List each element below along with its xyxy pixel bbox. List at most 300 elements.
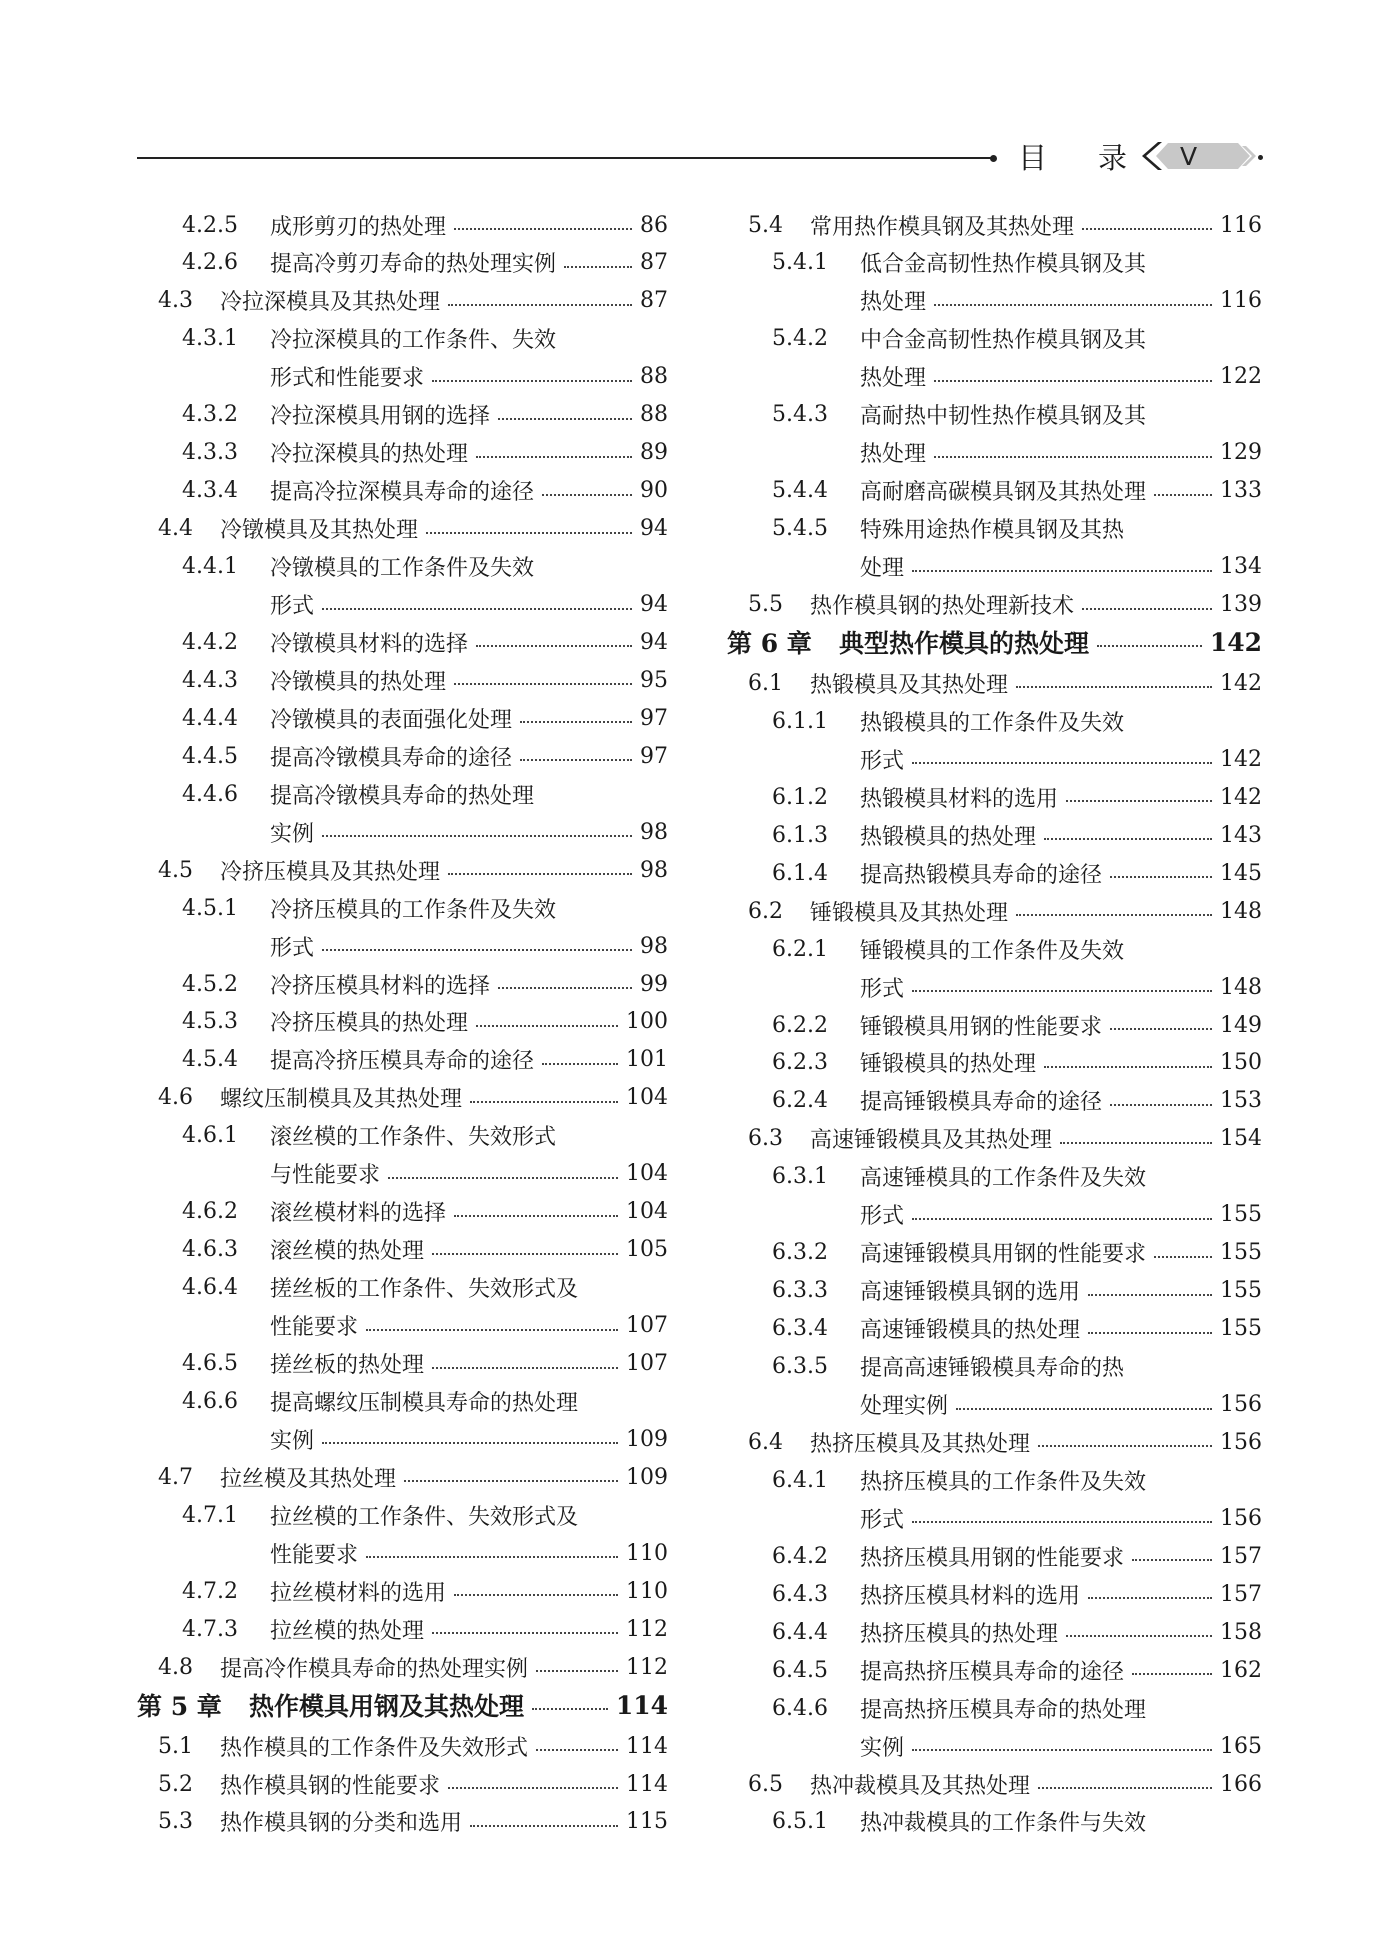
toc-dot-leader xyxy=(912,1521,1212,1523)
toc-entry-page: 114 xyxy=(615,1690,668,1720)
toc-entry-page: 87 xyxy=(640,250,668,276)
header-rule-dot xyxy=(990,155,997,162)
toc-entry xyxy=(772,1461,1262,1499)
toc-entry-title: 滚丝模的工作条件、失效形式 xyxy=(270,1125,557,1151)
toc-entry xyxy=(748,1765,1262,1803)
toc-entry xyxy=(772,320,1262,358)
toc-dot-leader xyxy=(536,1670,618,1672)
toc-entry xyxy=(772,510,1262,548)
toc-dot-leader xyxy=(1088,1294,1212,1296)
toc-entry-page: 100 xyxy=(626,1009,668,1035)
toc-dot-leader xyxy=(432,1253,618,1255)
toc-entry-page: 112 xyxy=(626,1654,668,1680)
toc-entry-number: 6.2.2 xyxy=(772,1012,828,1038)
toc-dot-leader xyxy=(1082,228,1212,230)
toc-dot-leader xyxy=(498,987,632,989)
toc-entry-title: 提高冷镦模具寿命的热处理 xyxy=(270,783,535,809)
toc-entry xyxy=(182,358,668,396)
toc-entry-page: 86 xyxy=(640,212,668,238)
toc-dot-leader xyxy=(912,570,1212,572)
toc-entry-page: 87 xyxy=(640,288,668,314)
toc-entry-number: 6.1 xyxy=(748,670,783,696)
toc-entry xyxy=(182,1155,668,1193)
toc-entry-number: 6.4.6 xyxy=(772,1695,828,1721)
toc-entry xyxy=(182,548,668,586)
toc-entry-title: 形式和性能要求 xyxy=(270,366,425,392)
toc-entry xyxy=(772,854,1262,892)
toc-entry-number: 6.1.4 xyxy=(772,860,828,886)
toc-entry-title: 热锻模具材料的选用 xyxy=(860,786,1059,812)
toc-dot-leader xyxy=(454,1215,618,1217)
toc-entry-title: 与性能要求 xyxy=(270,1163,381,1189)
toc-entry-title: 提高冷作模具寿命的热处理实例 xyxy=(220,1656,529,1682)
toc-entry-title: 热作模具钢的热处理新技术 xyxy=(810,594,1075,619)
toc-entry xyxy=(182,1496,668,1534)
toc-entry-number: 4.7.1 xyxy=(182,1502,238,1528)
toc-entry-title: 提高锤锻模具寿命的途径 xyxy=(860,1090,1103,1116)
toc-dot-leader xyxy=(536,1749,618,1751)
toc-entry-title: 高速锤锻模具钢的选用 xyxy=(860,1280,1081,1306)
toc-entry xyxy=(772,548,1262,586)
toc-entry xyxy=(158,851,668,889)
toc-entry-number: 4.5 xyxy=(158,857,193,883)
toc-dot-leader xyxy=(388,1177,618,1179)
toc-entry-number: 4.3.2 xyxy=(182,402,238,428)
toc-entry-title: 形式 xyxy=(270,594,315,619)
toc-entry-title: 冷镦模具及其热处理 xyxy=(220,518,419,544)
toc-entry-title: 形式 xyxy=(860,748,905,774)
toc-entry-title: 滚丝模材料的选择 xyxy=(270,1201,447,1227)
toc-entry-title: 热锻模具的热处理 xyxy=(860,824,1037,850)
toc-entry xyxy=(772,1537,1262,1575)
toc-entry-number: 6.3.4 xyxy=(772,1316,828,1342)
toc-entry xyxy=(772,358,1262,396)
toc-entry xyxy=(772,1803,1262,1841)
toc-entry-title: 热锻模具的工作条件及失效 xyxy=(860,710,1125,736)
toc-entry-number: 6.4.4 xyxy=(772,1619,828,1645)
toc-dot-leader xyxy=(432,1367,618,1369)
toc-entry-page: 129 xyxy=(1220,440,1262,466)
toc-dot-leader xyxy=(426,532,632,534)
toc-entry-title: 热冲裁模具及其热处理 xyxy=(810,1773,1031,1799)
toc-entry-number: 6.4.3 xyxy=(772,1581,828,1607)
toc-dot-leader xyxy=(956,1408,1212,1410)
toc-dot-leader xyxy=(322,1442,618,1444)
toc-entry-title: 形式 xyxy=(860,1204,905,1230)
toc-entry-page: 89 xyxy=(640,440,668,466)
toc-dot-leader xyxy=(1060,1142,1212,1144)
toc-entry-number: 6.1.3 xyxy=(772,822,828,848)
toc-entry xyxy=(748,206,1262,244)
toc-dot-leader xyxy=(322,949,632,951)
toc-entry-page: 98 xyxy=(640,933,668,959)
toc-dot-leader xyxy=(564,266,632,268)
toc-entry xyxy=(158,282,668,320)
toc-entry-number: 5.3 xyxy=(158,1809,193,1835)
toc-entry xyxy=(772,968,1262,1006)
toc-entry-title: 高速锤锻模具用钢的性能要求 xyxy=(860,1242,1147,1268)
toc-entry-number: 5.4.4 xyxy=(772,478,828,504)
toc-entry xyxy=(772,702,1262,740)
toc-entry-title: 提高冷拉深模具寿命的途径 xyxy=(270,480,535,506)
toc-entry-title: 提高高速锤锻模具寿命的热 xyxy=(860,1356,1125,1382)
toc-entry xyxy=(182,927,668,965)
toc-entry-title: 常用热作模具钢及其热处理 xyxy=(810,214,1075,240)
toc-entry-title: 形式 xyxy=(860,1507,905,1533)
toc-entry xyxy=(182,1231,668,1269)
toc-entry-number: 4.7 xyxy=(158,1464,193,1490)
toc-entry-page: 116 xyxy=(1220,288,1262,314)
toc-entry-page: 107 xyxy=(626,1313,668,1339)
toc-entry xyxy=(182,1003,668,1041)
toc-entry xyxy=(158,510,668,548)
toc-entry-number: 4.6 xyxy=(158,1085,193,1111)
toc-entry-page: 148 xyxy=(1220,974,1262,1000)
toc-dot-leader xyxy=(912,990,1212,992)
toc-entry-number: 6.1.2 xyxy=(772,784,828,810)
toc-entry-title: 处理实例 xyxy=(860,1394,949,1419)
toc-entry-page: 99 xyxy=(640,971,668,997)
toc-entry-title: 热处理 xyxy=(860,442,927,468)
toc-entry xyxy=(772,282,1262,320)
toc-entry-title: 提高冷剪刃寿命的热处理实例 xyxy=(270,252,557,278)
toc-entry xyxy=(182,1534,668,1572)
toc-dot-leader xyxy=(1088,1597,1212,1599)
toc-entry xyxy=(158,1458,668,1496)
toc-entry-title: 冷镦模具的表面强化处理 xyxy=(270,707,513,733)
toc-entry-page: 155 xyxy=(1220,1316,1262,1342)
toc-entry xyxy=(772,472,1262,510)
toc-dot-leader xyxy=(542,494,632,496)
toc-entry-title: 热挤压模具材料的选用 xyxy=(860,1583,1081,1609)
toc-entry-number: 6.4 xyxy=(748,1429,783,1455)
toc-dot-leader xyxy=(1097,645,1202,647)
toc-entry-title: 实例 xyxy=(270,821,315,847)
toc-entry-title: 螺纹压制模具及其热处理 xyxy=(220,1087,463,1113)
toc-entry xyxy=(772,1651,1262,1689)
toc-entry-title: 热挤压模具及其热处理 xyxy=(810,1431,1031,1457)
toc-entry-title: 热冲裁模具的工作条件与失效 xyxy=(860,1811,1147,1837)
toc-entry-page: 110 xyxy=(626,1540,668,1566)
toc-entry-title: 热作模具用钢及其热处理 xyxy=(249,1692,525,1722)
toc-dot-leader xyxy=(934,380,1212,382)
toc-entry-number: 4.4.4 xyxy=(182,705,238,731)
toc-entry xyxy=(182,1269,668,1307)
toc-entry-page: 156 xyxy=(1220,1429,1262,1455)
toc-entry xyxy=(772,434,1262,472)
toc-entry-number: 6.4.5 xyxy=(772,1657,828,1683)
toc-dot-leader xyxy=(448,873,632,875)
toc-entry xyxy=(772,1196,1262,1234)
toc-entry-title: 低合金高韧性热作模具钢及其 xyxy=(860,252,1147,278)
toc-entry-number: 6.4.1 xyxy=(772,1467,828,1493)
toc-entry-page: 139 xyxy=(1220,592,1262,617)
toc-entry xyxy=(158,1079,668,1117)
toc-entry-page: 116 xyxy=(1220,212,1262,238)
toc-dot-leader xyxy=(1088,1332,1212,1334)
toc-entry-title: 冷挤压模具的热处理 xyxy=(270,1011,469,1037)
toc-entry-number: 5.4.5 xyxy=(772,516,828,542)
toc-entry-title: 锤锻模具用钢的性能要求 xyxy=(860,1014,1103,1040)
toc-entry xyxy=(158,1765,668,1803)
toc-entry-number: 4.4.6 xyxy=(182,781,238,807)
toc-entry-title: 特殊用途热作模具钢及其热 xyxy=(860,518,1125,544)
toc-entry-page: 154 xyxy=(1220,1126,1262,1152)
toc-entry-title: 热锻模具及其热处理 xyxy=(810,672,1009,698)
toc-entry-title: 冷拉深模具用钢的选择 xyxy=(270,404,491,430)
page-header xyxy=(0,0,1391,200)
toc-entry-title: 提高热锻模具寿命的途径 xyxy=(860,862,1103,888)
toc-dot-leader xyxy=(1044,838,1212,840)
toc-entry-number: 6.3.3 xyxy=(772,1278,828,1304)
toc-entry-page: 155 xyxy=(1220,1240,1262,1266)
toc-entry-title: 实例 xyxy=(270,1428,315,1454)
toc-dot-leader xyxy=(470,1825,618,1827)
toc-entry-number: 4.5.2 xyxy=(182,971,238,997)
toc-entry xyxy=(182,889,668,927)
toc-entry-page: 107 xyxy=(626,1351,668,1376)
toc-entry-page: 142 xyxy=(1209,627,1262,657)
toc-entry-title: 热作模具钢的性能要求 xyxy=(220,1773,441,1799)
toc-entry xyxy=(772,1158,1262,1196)
badge-end-dot xyxy=(1258,155,1263,160)
toc-entry xyxy=(772,930,1262,968)
header-rule xyxy=(137,157,995,159)
toc-entry xyxy=(182,206,668,244)
toc-entry-page: 101 xyxy=(626,1047,668,1073)
toc-entry xyxy=(158,1727,668,1765)
toc-dot-leader xyxy=(1154,1256,1212,1258)
toc-entry-title: 热挤压模具用钢的性能要求 xyxy=(860,1545,1125,1571)
toc-dot-leader xyxy=(1016,914,1212,916)
toc-entry-title: 典型热作模具的热处理 xyxy=(839,629,1090,659)
toc-entry-number: 4.3.4 xyxy=(182,478,238,504)
toc-entry-number: 4.6.6 xyxy=(182,1388,238,1414)
toc-entry xyxy=(182,661,668,699)
toc-entry-title: 高速锤锻模具及其热处理 xyxy=(810,1128,1053,1154)
toc-entry-number: 4.3 xyxy=(158,288,193,314)
toc-entry-title: 高耐热中韧性热作模具钢及其 xyxy=(860,404,1147,430)
toc-entry xyxy=(772,1386,1262,1424)
toc-entry-title: 热处理 xyxy=(860,366,927,392)
toc-dot-leader xyxy=(404,1480,618,1482)
toc-entry-number: 4.7.2 xyxy=(182,1578,238,1604)
toc-dot-leader xyxy=(912,1749,1212,1751)
toc-entry-title: 成形剪刃的热处理 xyxy=(270,214,447,240)
toc-entry-number: 4.4.5 xyxy=(182,743,238,769)
toc-entry xyxy=(748,1120,1262,1158)
toc-dot-leader xyxy=(366,1556,618,1558)
toc-entry xyxy=(158,1803,668,1841)
toc-entry xyxy=(772,1499,1262,1537)
toc-entry xyxy=(772,1044,1262,1082)
toc-entry-title: 性能要求 xyxy=(270,1542,359,1568)
toc-entry xyxy=(748,664,1262,702)
toc-dot-leader xyxy=(520,721,632,723)
toc-entry-page: 158 xyxy=(1220,1619,1262,1645)
toc-entry-number: 6.3.5 xyxy=(772,1354,828,1380)
toc-dot-leader xyxy=(1110,1104,1212,1106)
toc-entry xyxy=(182,1041,668,1079)
toc-entry-page: 94 xyxy=(640,592,668,617)
toc-entry-title: 冷挤压模具及其热处理 xyxy=(220,859,441,885)
toc-entry-number: 5.4.1 xyxy=(772,250,828,276)
toc-entry xyxy=(182,965,668,1003)
toc-entry-title: 提高热挤压模具寿命的途径 xyxy=(860,1659,1125,1685)
toc-entry xyxy=(182,699,668,737)
toc-entry-title: 提高热挤压模具寿命的热处理 xyxy=(860,1697,1147,1723)
toc-entry xyxy=(748,1423,1262,1461)
toc-entry xyxy=(182,1382,668,1420)
toc-dot-leader xyxy=(476,1025,618,1027)
toc-entry xyxy=(182,244,668,282)
page-number-roman: V xyxy=(1180,142,1198,171)
toc-dot-leader xyxy=(476,645,632,647)
toc-dot-leader xyxy=(1132,1673,1212,1675)
toc-entry-number: 5.4.3 xyxy=(772,402,828,428)
toc-dot-leader xyxy=(1154,494,1212,496)
toc-entry-number: 6.2 xyxy=(748,898,783,924)
toc-entry-title: 形式 xyxy=(860,976,905,1002)
toc-entry-title: 高速锤模具的工作条件及失效 xyxy=(860,1166,1147,1192)
toc-dot-leader xyxy=(520,759,632,761)
toc-entry-title: 冷镦模具的热处理 xyxy=(270,669,447,695)
header-title-char-2: 录 xyxy=(1098,141,1128,175)
toc-entry-number: 6.4.2 xyxy=(772,1543,828,1569)
toc-entry-page: 122 xyxy=(1220,364,1262,390)
toc-entry-number: 4.6.3 xyxy=(182,1237,238,1263)
toc-entry-title: 提高螺纹压制模具寿命的热处理 xyxy=(270,1390,579,1416)
toc-entry-number: 6.2.3 xyxy=(772,1050,828,1076)
toc-entry-number: 4.8 xyxy=(158,1654,193,1680)
toc-entry-page: 94 xyxy=(640,629,668,655)
toc-entry-page: 142 xyxy=(1220,670,1262,696)
toc-entry xyxy=(772,1006,1262,1044)
toc-entry-number: 4.3.1 xyxy=(182,326,238,352)
toc-entry-number: 4.6.5 xyxy=(182,1351,238,1376)
toc-chapter-entry xyxy=(137,1686,668,1724)
toc-entry-title: 提高冷镦模具寿命的途径 xyxy=(270,745,513,771)
toc-dot-leader xyxy=(432,1632,618,1634)
toc-entry xyxy=(748,586,1262,624)
toc-dot-leader xyxy=(912,762,1212,764)
toc-entry-number: 4.5.3 xyxy=(182,1009,238,1035)
toc-entry-page: 94 xyxy=(640,516,668,542)
toc-dot-leader xyxy=(454,228,632,230)
toc-entry-number: 5.4 xyxy=(748,212,783,238)
toc-entry-title: 形式 xyxy=(270,935,315,961)
toc-dot-leader xyxy=(1110,876,1212,878)
toc-entry-number: 4.4.2 xyxy=(182,629,238,655)
toc-dot-leader xyxy=(322,608,632,610)
toc-entry-page: 153 xyxy=(1220,1088,1262,1114)
toc-entry-title: 冷挤压模具的工作条件及失效 xyxy=(270,897,557,923)
toc-entry xyxy=(772,1234,1262,1272)
toc-entry-title: 冷拉深模具及其热处理 xyxy=(220,290,441,316)
toc-entry-title: 拉丝模材料的选用 xyxy=(270,1580,447,1606)
header-title-char-1: 目 xyxy=(1018,141,1048,175)
toc-entry-number: 6.5.1 xyxy=(772,1809,828,1835)
toc-entry-page: 133 xyxy=(1220,478,1262,504)
toc-entry-title: 拉丝模的热处理 xyxy=(270,1618,425,1644)
toc-dot-leader xyxy=(1038,1787,1212,1789)
toc-entry-page: 104 xyxy=(626,1161,668,1187)
toc-entry-page: 114 xyxy=(626,1771,668,1797)
toc-entry xyxy=(182,1345,668,1383)
toc-dot-leader xyxy=(1044,1066,1212,1068)
toc-chapter-entry xyxy=(727,623,1262,661)
toc-entry xyxy=(182,775,668,813)
toc-entry-page: 142 xyxy=(1220,784,1262,810)
toc-entry-page: 145 xyxy=(1220,860,1262,886)
toc-entry-page: 142 xyxy=(1220,746,1262,772)
toc-entry-page: 157 xyxy=(1220,1543,1262,1569)
toc-entry-title: 热挤压模具的热处理 xyxy=(860,1621,1059,1647)
toc-entry-number: 4.4 xyxy=(158,516,193,542)
toc-entry-number: 4.4.3 xyxy=(182,667,238,693)
toc-entry-page: 97 xyxy=(640,743,668,769)
toc-entry xyxy=(182,1420,668,1458)
toc-entry xyxy=(772,778,1262,816)
toc-entry xyxy=(772,1272,1262,1310)
toc-dot-leader xyxy=(912,1218,1212,1220)
toc-entry-page: 90 xyxy=(640,478,668,504)
toc-entry-number: 4.3.3 xyxy=(182,440,238,466)
toc-dot-leader xyxy=(448,1787,618,1789)
toc-dot-leader xyxy=(448,304,632,306)
toc-entry xyxy=(182,396,668,434)
toc-dot-leader xyxy=(432,380,632,382)
toc-dot-leader xyxy=(1066,1635,1212,1637)
toc-dot-leader xyxy=(934,304,1212,306)
toc-entry xyxy=(772,740,1262,778)
toc-entry-number: 4.7.3 xyxy=(182,1616,238,1642)
toc-entry-title: 搓丝板的工作条件、失效形式及 xyxy=(270,1277,579,1303)
toc-dot-leader xyxy=(1110,1028,1212,1030)
toc-entry-title: 处理 xyxy=(860,556,905,582)
toc-dot-leader xyxy=(1132,1559,1212,1561)
toc-entry-page: 162 xyxy=(1220,1657,1262,1683)
toc-entry xyxy=(772,1689,1262,1727)
toc-entry xyxy=(772,1613,1262,1651)
toc-dot-leader xyxy=(1082,608,1212,610)
toc-entry-page: 104 xyxy=(626,1085,668,1111)
toc-entry xyxy=(772,244,1262,282)
toc-entry-page: 98 xyxy=(640,857,668,883)
toc-entry xyxy=(158,1648,668,1686)
toc-entry-page: 156 xyxy=(1220,1505,1262,1531)
page-number-badge xyxy=(1138,140,1258,172)
toc-entry-page: 143 xyxy=(1220,822,1262,848)
toc-entry-page: 114 xyxy=(626,1733,668,1759)
toc-entry-title: 锤锻模具的热处理 xyxy=(860,1052,1037,1078)
toc-entry-number: 6.1.1 xyxy=(772,708,828,734)
toc-dot-leader xyxy=(934,456,1212,458)
toc-entry-number: 第 5 章 xyxy=(137,1692,222,1722)
toc-entry xyxy=(182,472,668,510)
toc-entry xyxy=(182,813,668,851)
toc-entry-page: 115 xyxy=(626,1809,668,1835)
toc-entry-number: 4.6.1 xyxy=(182,1123,238,1149)
toc-entry-page: 134 xyxy=(1220,554,1262,580)
toc-entry xyxy=(772,1348,1262,1386)
toc-entry-page: 155 xyxy=(1220,1278,1262,1304)
toc-entry-page: 104 xyxy=(626,1199,668,1225)
toc-entry-title: 热作模具钢的分类和选用 xyxy=(220,1811,463,1837)
toc-entry-number: 5.4.2 xyxy=(772,326,828,352)
toc-entry-number: 4.2.5 xyxy=(182,212,238,238)
toc-entry-title: 中合金高韧性热作模具钢及其 xyxy=(860,328,1147,354)
